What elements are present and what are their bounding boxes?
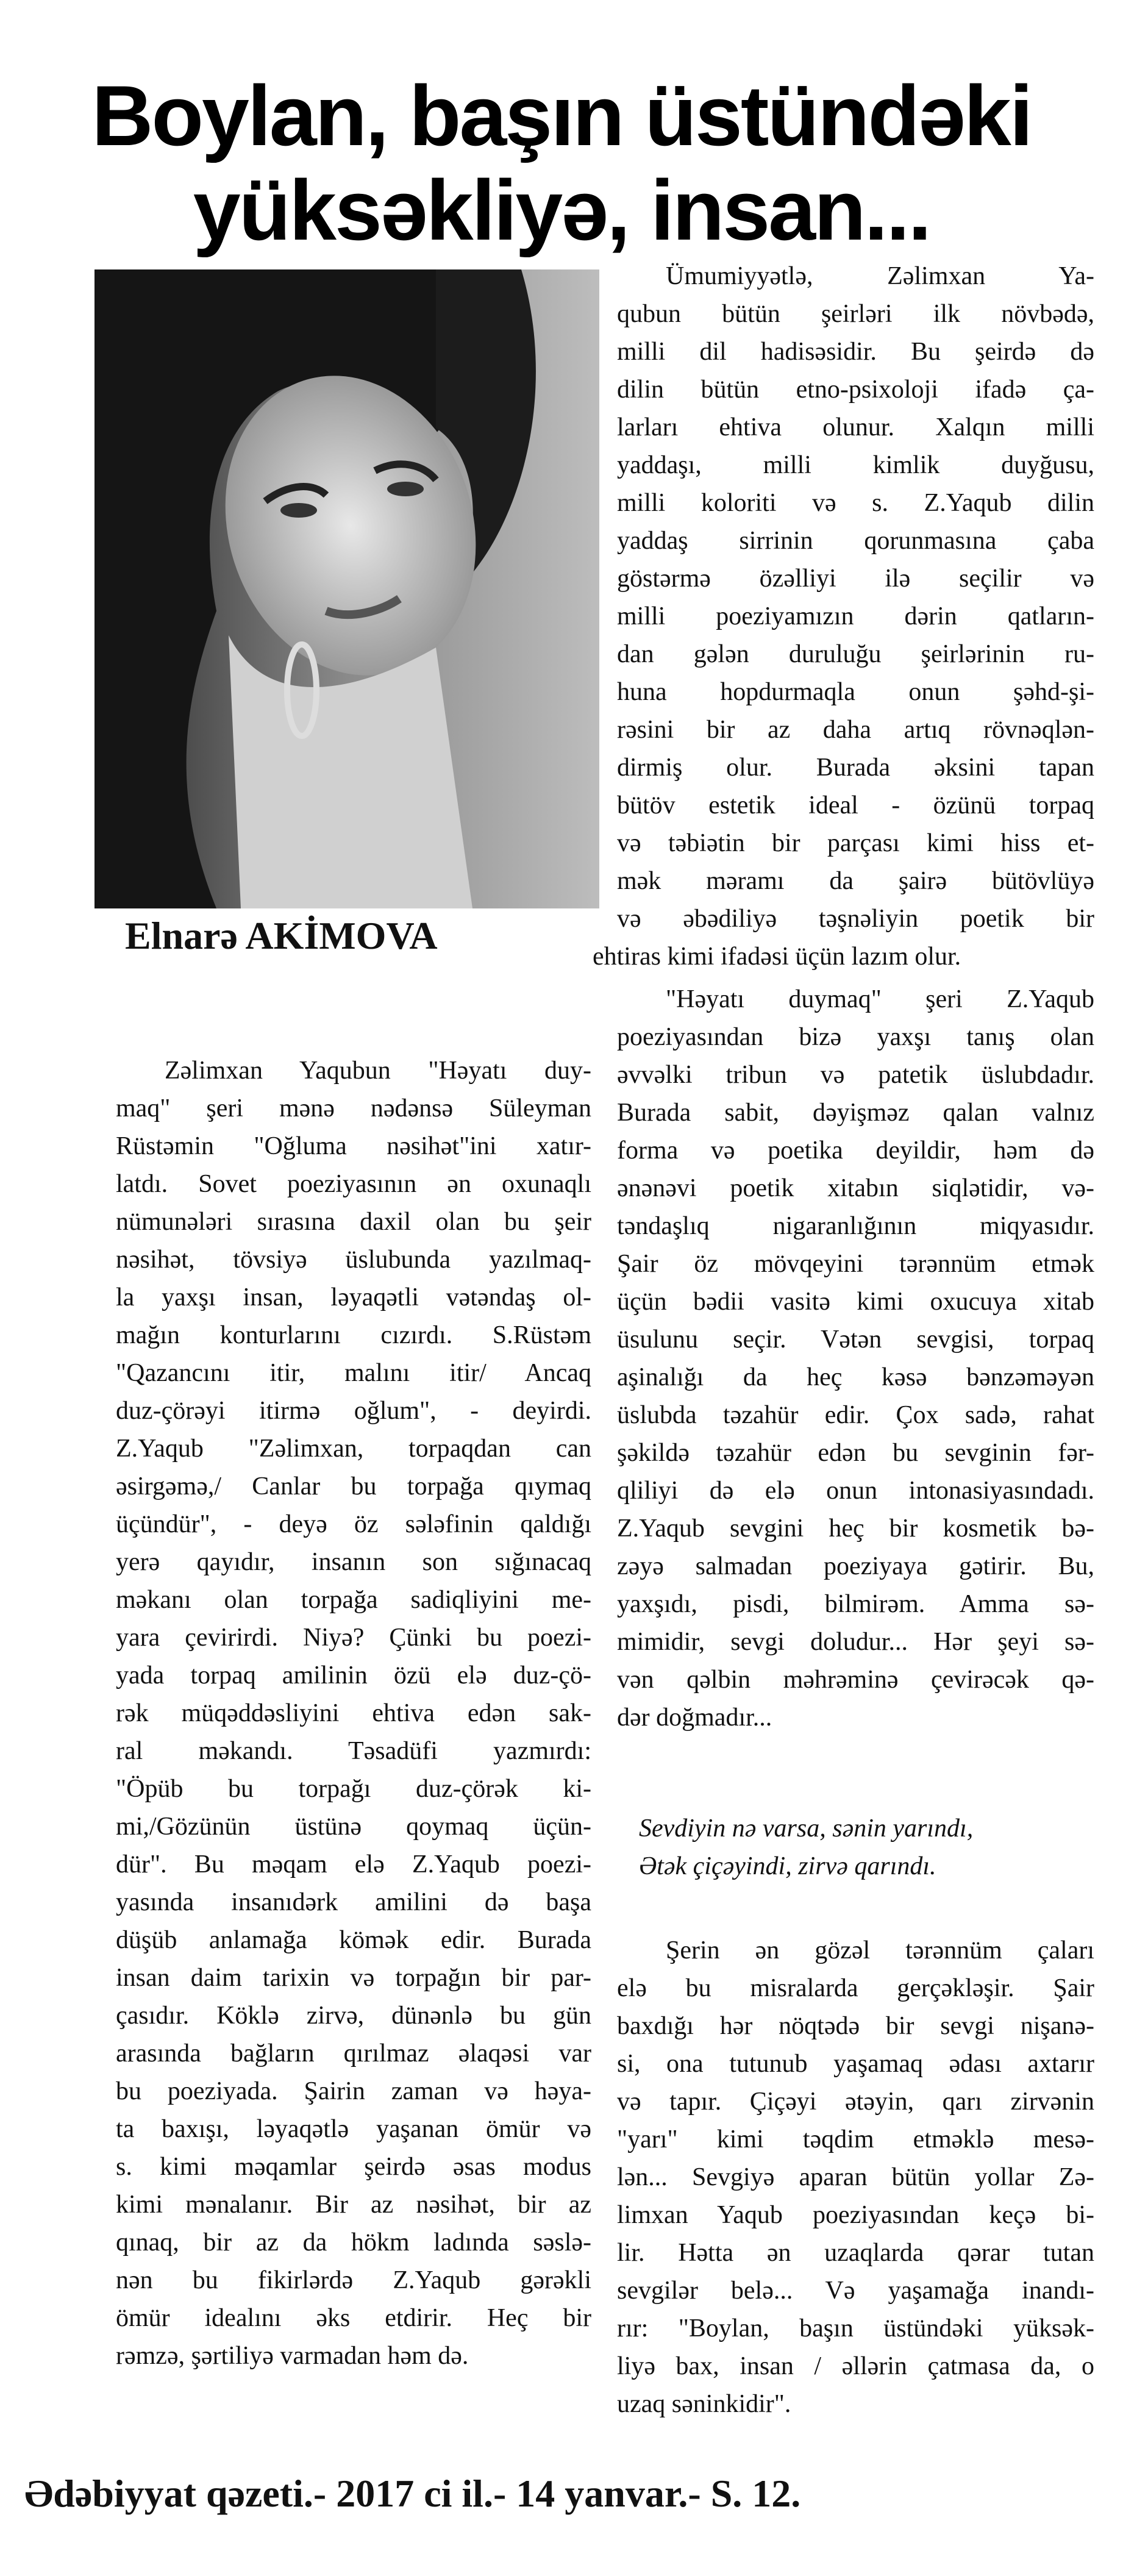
text-line: liyə bax, insan / əllərin çatmasa da, o [617,2352,1094,2380]
text-line: yada torpaq amilinin özü elə duz-çö- [116,1661,591,1689]
text-line: Ümumiyyətlə, Zəlimxan Ya- [666,262,1094,290]
text-line: huna hopdurmaqla onun şəhd-şi- [617,678,1094,706]
text-line: "Qazancını itir, malını itir/ Ancaq [116,1359,591,1387]
text-line: Zəlimxan Yaqubun "Həyatı duy- [165,1057,591,1085]
headline-line-2 [0,162,1123,259]
text-line: çasıdır. Köklə zirvə, dünənlə bu gün [116,2002,591,2030]
text-line: "Həyatı duymaq" şeri Z.Yaqub [666,985,1094,1013]
text-line: qliliyi də elə onun intonasiyasındadı. [617,1477,1094,1505]
text-line: qubun bütün şeirləri ilk növbədə, [617,300,1094,328]
left-column [116,1052,591,2375]
text-line: dirmiş olur. Burada əksini tapan [617,754,1094,782]
text-line: "yarı" kimi təqdim etməklə mesə- [617,2125,1094,2153]
text-line: mi,/Gözünün üstünə qoymaq üçün- [116,1813,591,1841]
text-line: arasında bağların qırılmaz əlaqəsi var [116,2039,591,2068]
text-line: "Öpüb bu torpağı duz-çörək ki- [116,1775,591,1803]
text-line: milli poeziyamızın dərin qatların- [617,602,1094,630]
text-line: yaddaşı, milli kimlik duyğusu, [617,451,1094,479]
text-line: limxan Yaqub poeziyasından keçə bi- [617,2201,1094,2229]
text-line: ənənəvi poetik xitabın siqlətidir, və- [617,1174,1094,1202]
text-line: yaxşıdı, pisdi, bilmirəm. Amma sə- [617,1590,1094,1618]
text-line: la yaxşı insan, ləyaqətli vətəndaş ol- [116,1283,591,1311]
author-photo [94,269,599,908]
poem-quote [639,1810,1102,1885]
text-line: insan daim tarixin və torpağın bir par- [116,1964,591,1992]
text-line: üslubda təzahür edir. Çox sadə, rahat [617,1401,1094,1429]
text-line: duz-çörəyi itirmə oğlum", - deyirdi. [116,1397,591,1425]
text-line: mək məramı da şairə bütövlüyə [617,867,1094,895]
text-line: baxdığı hər nöqtədə bir sevgi nişanə- [617,2012,1094,2040]
text-line: uzaq səninkidir". [617,2390,791,2418]
text-line: nəsihət, tövsiyə üslubunda yazılmaq- [116,1246,591,1274]
text-line: lir. Hətta ən uzaqlarda qərar tutan [617,2239,1094,2267]
text-line: Z.Yaqub "Zəlimxan, torpaqdan can [116,1435,591,1463]
text-line: milli koloriti və s. Z.Yaqub dilin [617,489,1094,517]
text-line: Rüstəmin "Oğluma nəsihət"ini xatır- [116,1132,591,1160]
text-line: Şerin ən gözəl tərənnüm çaları [666,1936,1094,1964]
citation-text: Ədəbiyyat qəzeti.- 2017 ci il.- 14 yanvar.- S. 12. [24,2472,801,2515]
text-line: mimidir, sevgi doludur... Hər şeyi sə- [617,1628,1094,1656]
right-paragraph-3 [617,1932,1094,2423]
text-line: elə bu misralarda gerçəkləşir. Şair [617,1974,1094,2002]
text-line: mağın konturlarını cızırdı. S.Rüstəm [116,1321,591,1349]
text-line: nümunələri sırasına daxil olan bu şeir [116,1208,591,1236]
text-line: latdı. Sovet poeziyasının ən oxunaqlı [116,1170,591,1198]
text-line: Z.Yaqub sevgini heç bir kosmetik bə- [617,1515,1094,1543]
text-line: üçün bədii vasitə kimi oxucuya xitab [617,1288,1094,1316]
text-line: lən... Sevgiyə aparan bütün yollar Zə- [617,2163,1094,2191]
text-line: dər doğmadır... [617,1704,772,1732]
source-citation [24,2466,800,2521]
text-line: əsirgəmə,/ Canlar bu torpağa qıymaq [116,1472,591,1500]
text-line: ehtiras kimi ifadəsi üçün lazım olur. [593,943,961,971]
text-line: düşüb anlamağa kömək edir. Burada [116,1926,591,1954]
text-line: maq" şeri mənə nədənsə Süleyman [116,1094,591,1122]
text-line: sevgilər belə... Və yaşamağa inandı- [617,2277,1094,2305]
text-line: Ətək çiçəyindi, zirvə qarındı. [639,1852,936,1880]
text-line: ömür idealını əks etdirir. Heç bir [116,2304,591,2332]
text-line: şəkildə təzahür edən bu sevginin fər- [617,1439,1094,1467]
text-line: rək müqəddəsliyini ehtiva edən sak- [116,1699,591,1727]
text-line: si, ona tutunub yaşamaq ədası axtarır [617,2050,1094,2078]
text-line: məkanı olan torpağa sadiqliyini me- [116,1586,591,1614]
text-line: rəmzə, şərtiliyə varmadan həm də. [116,2342,469,2370]
text-line: əvvəlki tribun və patetik üslubdadır. [617,1061,1094,1089]
text-line: larları ehtiva olunur. Xalqın milli [617,413,1094,441]
text-line: və təbiətin bir parçası kimi hiss et- [617,829,1094,857]
text-line: qınaq, bir az da hökm ladında səslə- [116,2228,591,2257]
text-line: dür". Bu məqam elə Z.Yaqub poezi- [116,1850,591,1878]
text-line: nən bu fikirlərdə Z.Yaqub gərəkli [116,2266,591,2294]
text-line: təndaşlıq nigaranlığının miqyasıdır. [617,1212,1094,1240]
text-line: Şair öz mövqeyini tərənnüm etmək [617,1250,1094,1278]
text-line: yerə qayıdır, insanın son sığınacaq [116,1548,591,1576]
text-line: vən qəlbin məhrəminə çevirəcək qə- [617,1666,1094,1694]
text-line: forma və poetika deyildir, həm də [617,1136,1094,1165]
text-line: göstərmə özəlliyi ilə seçilir və [617,565,1094,593]
author-byline: Elnarə AKİMOVA [125,914,438,957]
right-paragraph-2 [617,980,1094,1736]
portrait-image [94,269,599,908]
right-paragraph-1 [593,257,1094,976]
text-line: Burada sabit, dəyişməz qalan valnız [617,1099,1094,1127]
text-line: və əbədiliyə təşnəliyin poetik bir [617,905,1094,933]
headline-text: Boylan, başın üstündəki [91,68,1032,163]
headline-line-1 [0,67,1123,165]
text-line: s. kimi məqamlar şeirdə əsas modus [116,2153,591,2181]
headline-text: yüksəkliyə, insan... [193,162,930,258]
text-line: bütöv estetik ideal - özünü torpaq [617,791,1094,819]
text-line: dilin bütün etno-psixoloji ifadə ça- [617,376,1094,404]
text-line: dan gələn duruluğu şeirlərinin ru- [617,640,1094,668]
text-line: yasında insanıdərk amilini də başa [116,1888,591,1916]
text-line: üsulunu seçir. Vətən sevgisi, torpaq [617,1325,1094,1354]
text-line: kimi mənalanır. Bir az nəsihət, bir az [116,2191,591,2219]
text-line: yara çevirirdi. Niyə? Çünki bu poezi- [116,1624,591,1652]
text-line: rəsini bir az daha artıq rövnəqlən- [617,716,1094,744]
text-line: aşinalığı da heç kəsə bənzəməyən [617,1363,1094,1391]
text-line: yaddaş sirrinin qorunmasına çaba [617,527,1094,555]
text-line: rır: "Boylan, başın üstündəki yüksək- [617,2314,1094,2342]
text-line: zəyə salmadan poeziyaya gətirir. Bu, [617,1552,1094,1580]
text-line: ta baxışı, ləyaqətlə yaşanan ömür və [116,2115,591,2143]
text-line: Sevdiyin nə varsa, sənin yarındı, [639,1814,974,1843]
text-line: ral məkandı. Təsadüfi yazmırdı: [116,1737,591,1765]
text-line: poeziyasından bizə yaxşı tanış olan [617,1023,1094,1051]
text-line: bu poeziyada. Şairin zaman və həya- [116,2077,591,2105]
text-line: və tapır. Çiçəyi ətəyin, qarı zirvənin [617,2088,1094,2116]
text-line: üçündür", - deyə öz sələfinin qaldığı [116,1510,591,1538]
text-line: milli dil hadisəsidir. Bu şeirdə də [617,338,1094,366]
